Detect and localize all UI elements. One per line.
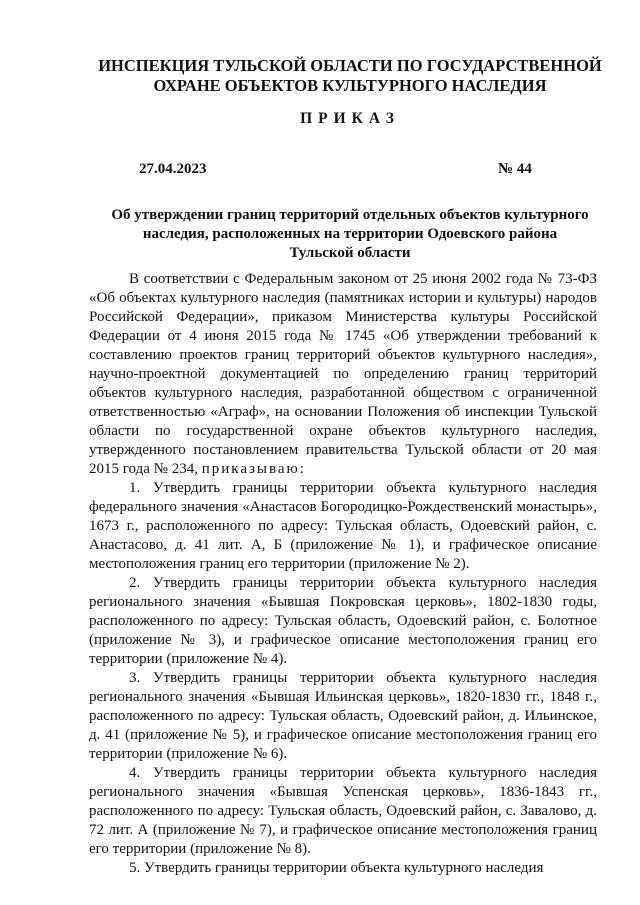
subject-line-2: наследия, расположенных на территории Одоевского района [142,226,558,242]
order-subject [100,206,600,263]
order-item-2: 2. Утвердить границы территории объекта культурного наследия регионального значения «Бывшая Покровская церковь», 1802-1830 годы, расположенного по адресу: Тульская область, Одоевский район, с. Болотное (приложение № 3), и графическое описание местоположения границ его территории (приложение № 4). [89,575,597,667]
subject-line-3: Тульской области [289,245,411,261]
order-number: № 44 [498,161,532,177]
subject-line-1: Об утверждении границ территорий отдельных объектов культурного [111,207,589,223]
order-item-5: 5. Утвердить границы территории объекта культурного наследия [129,860,544,876]
order-item-4: 4. Утвердить границы территории объекта культурного наследия регионального значения «Бывшая Успенская церковь», 1836-1843 гг., расположенного по адресу: Тульская область, Одоевский район, с. Завалово, д. 72 лит. А (приложение № 7), и графическое описание местоположения границ его территории (приложение № 8). [89,765,597,857]
preamble-paragraph [89,270,597,479]
order-date: 27.04.2023 [139,161,207,177]
order-item-1: 1. Утвердить границы территории объекта культурного наследия федерального значения «Анастасов Богородицко-Рождественский монастырь», 1673 г., расположенного по адресу: Тульская область, Одоевский район, с. Анастасово, д. 41 лит. А, Б (приложение № 1), и графическое описание местоположения границ его территории (приложение № 2). [89,480,597,572]
organization-line-1: ИНСПЕКЦИЯ ТУЛЬСКОЙ ОБЛАСТИ ПО ГОСУДАРСТВЕННОЙ [98,56,602,75]
preamble-text: В соответствии с Федеральным законом от 25 июня 2002 года № 73-ФЗ «Об объектах культурного наследия (памятниках истории и культуры) народов Российской Федерации», приказом Министерства культуры Российской Федерации от 4 июня 2015 года № 1745 «Об утверждении требований к составлению проектов границ территорий объектов культурного наследия», научно-проектной документацией по определению границ территорий объектов культурного наследия, разработанной обществом с ограниченной ответственностью «Аграф», на основании Положения об инспекции Тульской области по государственной охране объектов культурного наследия, утвержденного постановлением правительства Тульской области от 20 мая 2015 года № 234, [89,271,597,477]
order-word: приказываю: [201,461,306,477]
organization-name [90,56,610,96]
order-item-3: 3. Утвердить границы территории объекта культурного наследия регионального значения «Бывшая Ильинская церковь», 1820-1830 гг., 1848 г., расположенного по адресу: Тульская область, Одоевский район, д. Ильинское, д. 41 (приложение № 5), и графическое описание местоположения границ его территории (приложение № 6). [89,670,597,762]
organization-line-2: ОХРАНЕ ОБЪЕКТОВ КУЛЬТУРНОГО НАСЛЕДИЯ [153,76,547,95]
order-body [89,270,597,878]
document-type: ПРИКАЗ [300,110,400,127]
